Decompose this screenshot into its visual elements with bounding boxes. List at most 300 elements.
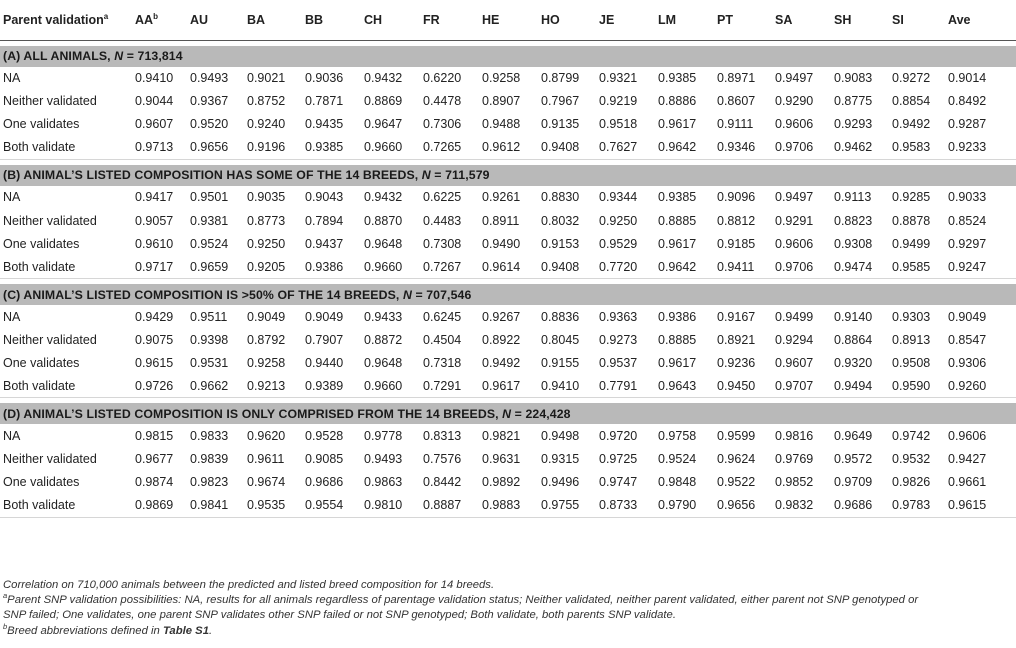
- table-cell: 0.9611: [247, 452, 285, 467]
- footnote-caption: Correlation on 710,000 animals between the predicted and listed breed composition for 14 breeds.: [3, 579, 495, 591]
- table-cell: 0.9219: [599, 94, 638, 109]
- table-cell: 0.8547: [948, 332, 987, 347]
- table-cell: 0.9863: [364, 475, 403, 490]
- table-cell: 0.9346: [717, 136, 775, 159]
- table-cell: 0.8607: [717, 94, 756, 109]
- table-cell: 0.9389: [305, 375, 364, 398]
- header-bb: BB: [305, 0, 364, 40]
- table-cell: 0.9297: [948, 236, 987, 251]
- table-cell: 0.9111: [717, 117, 754, 132]
- table-cell: 0.9599: [717, 428, 756, 443]
- section-title-text: (D) ANIMAL’S LISTED COMPOSITION IS ONLY COMPRISED FROM THE 14 BREEDS,: [3, 406, 503, 421]
- table-cell: 0.9607: [135, 117, 174, 132]
- table-cell: 0.8313: [423, 428, 462, 443]
- table-cell: 0.8799: [541, 71, 580, 86]
- table-cell: 0.9649: [834, 428, 873, 443]
- table-cell: 0.9411: [717, 255, 775, 278]
- table-cell: 0.9528: [305, 428, 344, 443]
- table-cell: 0.9315: [541, 452, 580, 467]
- section-title-text: (B) ANIMAL’S LISTED COMPOSITION HAS SOME OF THE 14 BREEDS,: [3, 168, 422, 183]
- row-label: Neither validated: [3, 94, 97, 109]
- table-row: [0, 67, 1016, 90]
- table-cell: 0.9432: [364, 190, 403, 205]
- table-cell: 0.9707: [775, 375, 834, 398]
- table-cell: 0.8911: [482, 213, 520, 228]
- section-n-label: N: [502, 406, 512, 421]
- table-cell: 0.9656: [190, 136, 247, 159]
- table-cell: 0.9205: [247, 255, 305, 278]
- table-cell: 0.9291: [775, 213, 814, 228]
- table-cell: 0.9583: [892, 136, 948, 159]
- table-cell: 0.9386: [658, 309, 697, 324]
- row-label: One validates: [3, 355, 80, 370]
- table-cell: 0.9585: [892, 255, 948, 278]
- table-cell: 0.9043: [305, 190, 344, 205]
- table-cell: 0.9140: [834, 309, 873, 324]
- section-n-value: = 713,814: [123, 49, 183, 63]
- table-cell: 0.9306: [948, 355, 987, 370]
- table-cell: 0.9554: [305, 494, 364, 517]
- table-cell: 0.9049: [305, 309, 344, 324]
- table-cell: 0.9135: [541, 117, 580, 132]
- section-title: [0, 165, 1016, 186]
- table-cell: 0.9606: [948, 428, 987, 443]
- row-label: NA: [3, 190, 21, 205]
- table-cell: 0.9155: [541, 355, 580, 370]
- table-cell: 0.4478: [423, 94, 462, 109]
- table-cell: 0.9821: [482, 428, 521, 443]
- table-cell: 0.9049: [247, 309, 286, 324]
- table-cell: 0.7291: [423, 375, 482, 398]
- section-n-label: N: [402, 287, 412, 302]
- table-cell: 0.8864: [834, 332, 873, 347]
- table-cell: 0.9233: [948, 136, 1016, 159]
- section-title: [0, 403, 1016, 424]
- table-cell: 0.9474: [834, 255, 892, 278]
- table-row: [0, 90, 1016, 113]
- header-je: JE: [599, 0, 658, 40]
- table-cell: 0.9656: [717, 494, 775, 517]
- table-cell: 0.9285: [892, 190, 931, 205]
- table-cell: 0.9417: [135, 190, 174, 205]
- header-ho: HO: [541, 0, 599, 40]
- table-cell: 0.9437: [305, 236, 344, 251]
- section-header: [0, 284, 1016, 305]
- table-cell: 0.9493: [190, 71, 229, 86]
- table-cell: 0.6245: [423, 309, 462, 324]
- table-cell: 0.9713: [135, 136, 190, 159]
- table-cell: 0.9462: [834, 136, 892, 159]
- section-n-value: = 224,428: [511, 406, 571, 421]
- table-cell: 0.9833: [190, 428, 229, 443]
- section-header: [0, 46, 1016, 67]
- table-cell: 0.9643: [658, 375, 717, 398]
- row-label: NA: [3, 71, 21, 86]
- table-cell: 0.7267: [423, 255, 482, 278]
- table-cell: 0.4504: [423, 332, 462, 347]
- table-cell: 0.7967: [541, 94, 580, 109]
- table-cell: 0.9511: [190, 309, 228, 324]
- table-cell: 0.9398: [190, 332, 229, 347]
- table-cell: 0.9250: [247, 236, 286, 251]
- row-label: NA: [3, 309, 21, 324]
- table-cell: 0.9261: [482, 190, 521, 205]
- table-cell: 0.9615: [135, 355, 174, 370]
- table-cell: 0.9725: [599, 452, 638, 467]
- table-cell: 0.9493: [364, 452, 403, 467]
- table-cell: 0.9014: [948, 71, 987, 86]
- table-cell: 0.9624: [717, 452, 756, 467]
- header-au: AU: [190, 0, 247, 40]
- table-cell: 0.9662: [190, 375, 247, 398]
- table-cell: 0.8907: [482, 94, 521, 109]
- table-cell: 0.9033: [948, 190, 987, 205]
- table-cell: 0.7308: [423, 236, 462, 251]
- table-cell: 0.9614: [482, 255, 541, 278]
- table-cell: 0.9508: [892, 355, 931, 370]
- table-cell: 0.9363: [599, 309, 638, 324]
- table-cell: 0.9874: [135, 475, 174, 490]
- table-cell: 0.9036: [305, 71, 344, 86]
- table-cell: 0.4483: [423, 213, 462, 228]
- header-sh: SH: [834, 0, 892, 40]
- footnote-a: $^a$Parent SNP validation possibilities: NA, results for all animals regardless of parentage validation status; Neither validated, neither parent validated, either parent not SNP genotyped or: [3, 591, 919, 607]
- table-cell: 0.8492: [948, 94, 987, 109]
- section-n-value: = 707,546: [411, 287, 472, 302]
- table-cell: 0.9617: [482, 375, 541, 398]
- table-cell: 0.9410: [135, 71, 174, 86]
- table-cell: 0.9386: [305, 255, 364, 278]
- table-row: [0, 255, 1016, 278]
- table-cell: 0.9381: [190, 213, 229, 228]
- table-cell: 0.9435: [305, 117, 344, 132]
- table-cell: 0.9247: [948, 255, 1016, 278]
- section-header: [0, 165, 1016, 186]
- table-cell: 0.9083: [834, 71, 873, 86]
- table-cell: 0.9590: [892, 375, 948, 398]
- table-cell: 0.8823: [834, 213, 873, 228]
- table-cell: 0.7894: [305, 213, 344, 228]
- table-cell: 0.9267: [482, 309, 521, 324]
- table-cell: 0.9492: [892, 117, 931, 132]
- table-cell: 0.9492: [482, 355, 521, 370]
- footnote-a-continued: SNP failed; One validates, one parent SNP validates other SNP failed or not SNP genotyped; Both validate, both parents SNP validate.: [3, 609, 676, 622]
- table-cell: 0.8830: [541, 190, 580, 205]
- table-cell: 0.9769: [775, 452, 814, 467]
- table-cell: 0.9294: [775, 332, 814, 347]
- table-cell: 0.9258: [482, 71, 521, 86]
- table-cell: 0.9647: [364, 117, 403, 132]
- table-cell: 0.7791: [599, 375, 658, 398]
- table-cell: 0.9531: [190, 355, 229, 370]
- table-cell: 0.9185: [717, 236, 756, 251]
- header-ba: BA: [247, 0, 305, 40]
- table-cell: 0.9677: [135, 452, 174, 467]
- section-title: [0, 284, 1016, 305]
- table-cell: 0.8045: [541, 332, 580, 347]
- table-cell: 0.9293: [834, 117, 873, 132]
- section-title-text: (A) ALL ANIMALS,: [3, 49, 115, 63]
- table-cell: 0.7576: [423, 452, 462, 467]
- table-cell: 0.9260: [948, 375, 1016, 398]
- table-row: [0, 209, 1016, 232]
- table-cell: 0.9841: [190, 494, 247, 517]
- table-cell: 0.8836: [541, 309, 580, 324]
- table-cell: 0.9429: [135, 309, 174, 324]
- table-cell: 0.9686: [834, 494, 892, 517]
- table-cell: 0.9196: [247, 136, 305, 159]
- table-cell: 0.7627: [599, 136, 658, 159]
- table-row: [0, 113, 1016, 136]
- table-cell: 0.9648: [364, 236, 403, 251]
- table-cell: 0.9537: [599, 355, 638, 370]
- table-cell: 0.9747: [599, 475, 638, 490]
- table-cell: 0.9408: [541, 136, 599, 159]
- table-cell: 0.9303: [892, 309, 931, 324]
- table-cell: 0.8854: [892, 94, 931, 109]
- table-cell: 0.8885: [658, 213, 697, 228]
- table-cell: 0.8524: [948, 213, 987, 228]
- row-label: Both validate: [0, 375, 135, 398]
- table-cell: 0.7306: [423, 117, 462, 132]
- row-label: One validates: [3, 236, 80, 251]
- table-cell: 0.9606: [775, 117, 814, 132]
- table-row: [0, 494, 1016, 517]
- table-cell: 0.7265: [423, 136, 482, 159]
- table-cell: 0.9815: [135, 428, 174, 443]
- table-cell: 0.9497: [775, 71, 814, 86]
- table-cell: 0.8752: [247, 94, 286, 109]
- row-label: Neither validated: [3, 452, 97, 467]
- table-cell: 0.9706: [775, 136, 834, 159]
- table-cell: 0.9572: [834, 452, 873, 467]
- table-cell: 0.8885: [658, 332, 697, 347]
- table-cell: 0.9258: [247, 355, 286, 370]
- table-cell: 0.9049: [948, 309, 987, 324]
- table-cell: 0.9823: [190, 475, 229, 490]
- table-cell: 0.9610: [135, 236, 174, 251]
- table-cell: 0.7907: [305, 332, 344, 347]
- table-cell: 0.9035: [247, 190, 286, 205]
- header-pt: PT: [717, 0, 775, 40]
- table-row: [0, 471, 1016, 494]
- table-cell: 0.7720: [599, 255, 658, 278]
- table-cell: 0.9075: [135, 332, 174, 347]
- table-footnotes: [3, 578, 1013, 639]
- header-ch: CH: [364, 0, 423, 40]
- table-cell: 0.9778: [364, 428, 403, 443]
- table-cell: 0.9642: [658, 136, 717, 159]
- table-cell: 0.9450: [717, 375, 775, 398]
- table-cell: 0.9660: [364, 136, 423, 159]
- table-cell: 0.9520: [190, 117, 229, 132]
- row-label: Both validate: [0, 494, 135, 517]
- table-cell: 0.9240: [247, 117, 286, 132]
- table-cell: 0.9236: [717, 355, 756, 370]
- table-s1-link[interactable]: Table S1: [162, 624, 209, 637]
- row-label: Both validate: [0, 136, 135, 159]
- table-cell: 0.9617: [658, 355, 697, 370]
- table-cell: 0.9287: [948, 117, 987, 132]
- row-label: Both validate: [0, 255, 135, 278]
- table-cell: 0.8775: [834, 94, 873, 109]
- table-cell: 0.9620: [247, 428, 286, 443]
- table-cell: 0.9501: [190, 190, 229, 205]
- table-cell: 0.9432: [364, 71, 403, 86]
- table-cell: 0.9686: [305, 475, 344, 490]
- row-label: Neither validated: [3, 213, 97, 228]
- header-row: [0, 0, 1016, 40]
- table-cell: 0.9660: [364, 255, 423, 278]
- section-title-text: (C) ANIMAL’S LISTED COMPOSITION IS >50% OF THE 14 BREEDS,: [3, 287, 403, 302]
- section-title: [0, 46, 1016, 67]
- table-cell: 0.9021: [247, 71, 286, 86]
- table-cell: 0.9832: [775, 494, 834, 517]
- table-cell: 0.9410: [541, 375, 599, 398]
- table-cell: 0.9427: [948, 452, 987, 467]
- table-cell: 0.9839: [190, 452, 229, 467]
- table-cell: 0.9617: [658, 236, 697, 251]
- table-cell: 0.9661: [948, 475, 987, 490]
- table-cell: 0.9617: [658, 117, 697, 132]
- table-cell: 0.9535: [247, 494, 305, 517]
- table-cell: 0.9852: [775, 475, 814, 490]
- table-cell: 0.9290: [775, 94, 814, 109]
- header-sa: SA: [775, 0, 834, 40]
- table-cell: 0.8812: [717, 213, 756, 228]
- table-cell: 0.8870: [364, 213, 403, 228]
- table-cell: 0.8032: [541, 213, 580, 228]
- section-n-label: N: [421, 168, 431, 183]
- table-cell: 0.9848: [658, 475, 697, 490]
- table-cell: 0.9532: [892, 452, 931, 467]
- header-aa: $AA^b$: [135, 0, 190, 40]
- table-cell: 0.9433: [364, 309, 403, 324]
- table-cell: 0.8792: [247, 332, 286, 347]
- table-cell: 0.9648: [364, 355, 403, 370]
- table-cell: 0.9612: [482, 136, 541, 159]
- table-cell: 0.9615: [948, 494, 1016, 517]
- header-fr: FR: [423, 0, 482, 40]
- table-cell: 0.9344: [599, 190, 638, 205]
- header-he: HE: [482, 0, 541, 40]
- table-cell: 0.9642: [658, 255, 717, 278]
- table-cell: 0.9213: [247, 375, 305, 398]
- table-cell: 0.9499: [892, 236, 931, 251]
- table-row: [0, 375, 1016, 398]
- row-label: Neither validated: [3, 332, 97, 347]
- table-cell: 0.7318: [423, 355, 462, 370]
- table-cell: 0.6220: [423, 71, 462, 86]
- table-cell: 0.9044: [135, 94, 174, 109]
- table-cell: 0.9529: [599, 236, 638, 251]
- table-cell: 0.9720: [599, 428, 638, 443]
- table-cell: 0.7871: [305, 94, 344, 109]
- header-si: SI: [892, 0, 948, 40]
- table-cell: 0.8922: [482, 332, 521, 347]
- table-cell: 0.9490: [482, 236, 521, 251]
- table-cell: 0.6225: [423, 190, 462, 205]
- table-cell: 0.9883: [482, 494, 541, 517]
- table-row: [0, 305, 1016, 328]
- table-cell: 0.8442: [423, 475, 462, 490]
- table-cell: 0.9742: [892, 428, 931, 443]
- table-cell: 0.9308: [834, 236, 873, 251]
- table-cell: 0.9113: [834, 190, 872, 205]
- section-header: [0, 403, 1016, 424]
- table-cell: 0.9606: [775, 236, 814, 251]
- table-cell: 0.9755: [541, 494, 599, 517]
- table-cell: 0.9385: [305, 136, 364, 159]
- table-cell: 0.8872: [364, 332, 403, 347]
- table-cell: 0.9499: [775, 309, 814, 324]
- table-row: [0, 232, 1016, 255]
- header-parent-validation: Parent validation$^a$: [0, 0, 135, 40]
- table-cell: 0.9385: [658, 190, 697, 205]
- table-cell: 0.9758: [658, 428, 697, 443]
- table-cell: 0.9660: [364, 375, 423, 398]
- table-cell: 0.8913: [892, 332, 931, 347]
- table-cell: 0.9488: [482, 117, 521, 132]
- table-cell: 0.9783: [892, 494, 948, 517]
- table-row: [0, 424, 1016, 447]
- table-row: [0, 351, 1016, 374]
- table-cell: 0.9153: [541, 236, 580, 251]
- table-cell: 0.8878: [892, 213, 931, 228]
- table-cell: 0.9892: [482, 475, 521, 490]
- table-row: [0, 136, 1016, 159]
- table-cell: 0.9497: [775, 190, 814, 205]
- table-body: [0, 40, 1016, 517]
- table-cell: 0.9320: [834, 355, 873, 370]
- table-cell: 0.8971: [717, 71, 756, 86]
- table-cell: 0.9790: [658, 494, 717, 517]
- table-cell: 0.9321: [599, 71, 638, 86]
- row-label: One validates: [3, 117, 80, 132]
- table-cell: 0.9674: [247, 475, 286, 490]
- table-cell: 0.9498: [541, 428, 580, 443]
- table-cell: 0.9726: [135, 375, 190, 398]
- table-cell: 0.8773: [247, 213, 286, 228]
- table-cell: 0.8733: [599, 494, 658, 517]
- table-cell: 0.8886: [658, 94, 697, 109]
- table-cell: 0.9607: [775, 355, 814, 370]
- table-cell: 0.9273: [599, 332, 638, 347]
- table-cell: 0.8869: [364, 94, 403, 109]
- header-ave: Ave: [948, 0, 1016, 40]
- table-cell: 0.9709: [834, 475, 873, 490]
- table-cell: 0.9250: [599, 213, 638, 228]
- table-row: [0, 447, 1016, 470]
- table-cell: 0.9826: [892, 475, 931, 490]
- table-cell: 0.9496: [541, 475, 580, 490]
- table-cell: 0.9524: [190, 236, 229, 251]
- table-cell: 0.9869: [135, 494, 190, 517]
- table-cell: 0.9524: [658, 452, 697, 467]
- table-cell: 0.9659: [190, 255, 247, 278]
- table-cell: 0.8921: [717, 332, 756, 347]
- table-cell: 0.8887: [423, 494, 482, 517]
- table-cell: 0.9522: [717, 475, 756, 490]
- table-cell: 0.9494: [834, 375, 892, 398]
- row-label: NA: [3, 428, 21, 443]
- row-label: One validates: [3, 475, 80, 490]
- table-cell: 0.9810: [364, 494, 423, 517]
- table-cell: 0.9816: [775, 428, 814, 443]
- table-cell: 0.9167: [717, 309, 756, 324]
- table-cell: 0.9518: [599, 117, 638, 132]
- table-cell: 0.9385: [658, 71, 697, 86]
